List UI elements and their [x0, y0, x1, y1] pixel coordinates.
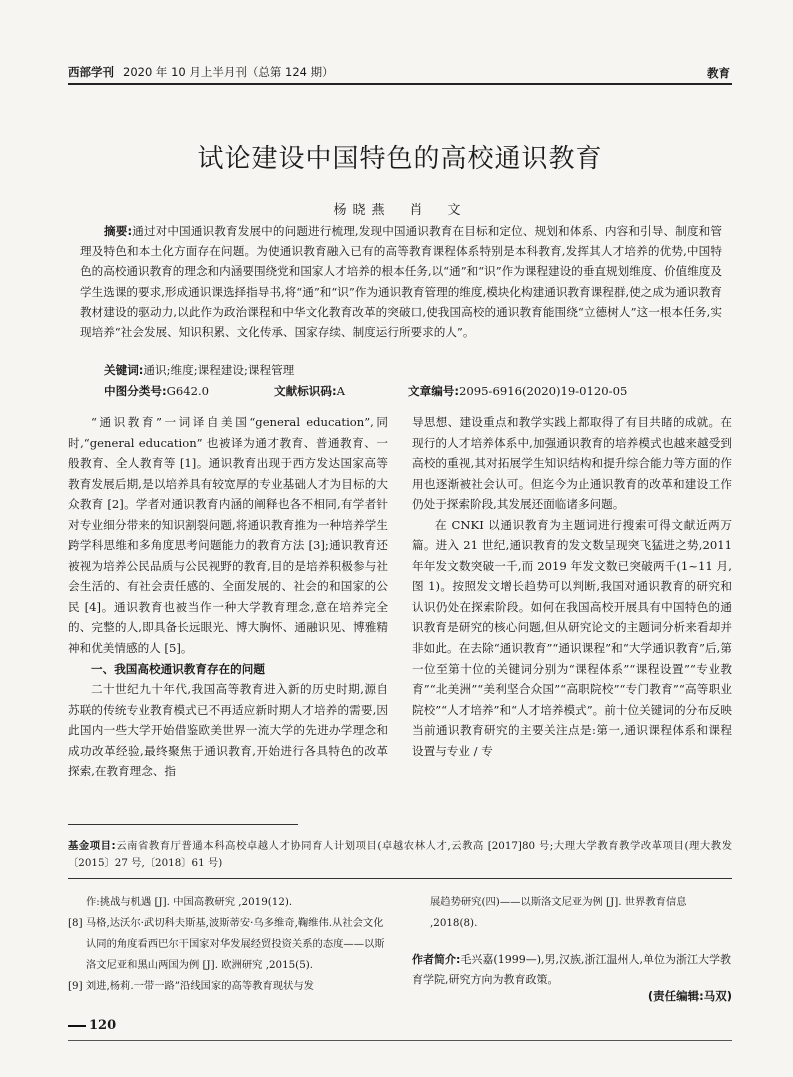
reference-item [68, 913, 390, 976]
funding-label: 基金项目: [68, 840, 116, 852]
doc-code [274, 383, 345, 399]
abstract-label: 摘要: [104, 224, 133, 238]
section-label: 教育 [707, 66, 730, 80]
reference-text: 马格,达沃尔·武切科夫斯基,波斯蒂安·乌多维奇,鞠维伟.从社会文化认同的角度看西巴尔干国家对华发展经贸投资关系的态度——以斯洛文尼亚和黑山两国为例 [J]. 欧洲研究 ,2015(5). [85, 917, 385, 971]
reference-text: 展趋势研究(四)——以斯洛文尼亚为例 [J]. 世界教育信息 ,2018(8). [430, 896, 687, 929]
author-bio [412, 950, 732, 990]
running-header [68, 60, 732, 80]
reference-item [412, 892, 732, 934]
doc-label: 文献标识码: [274, 384, 337, 398]
body-column-left [68, 412, 388, 782]
references-right [412, 892, 732, 934]
article-authors: 杨晓燕 肖 文 [333, 203, 467, 218]
header-rule [68, 83, 732, 85]
article-number [408, 383, 627, 399]
keywords-label: 关键词: [104, 363, 144, 377]
doc-value: A [336, 384, 345, 398]
reference-text: 刘进,杨莉.一带一路”沿线国家的高等教育现状与发 [85, 980, 314, 992]
reference-number: [9] [68, 980, 83, 992]
abstract-text: 通过对中国通识教育发展中的问题进行梳理,发现中国通识教育在目标和定位、规划和体系、内容和引导、制度和管理及特色和本土化方面存在问题。为使通识教育融入已有的高等教育课程体系特别是本科教育,发挥其人才培养的优势,中国特色的高校通识教育的理念和内涵要围绕党和国家人才培养的根本任务,以“通”和“识”作为课程建设的垂直规划维度、价值维度及学生选课的要求,形成通识课选择指导书,将“通”和“识”作为通识教育管理的维度,模块化构建通识教育课程群,使之成为通识教育教材建设的驱动力,以此作为政治课程和中华文化教育改革的突破口,使我国高校的通识教育能围绕“立德树人”这一根本任务,实现培养“社会发展、知识积累、文化传承、国家存续、制度运行所要求的人”。 [80, 224, 722, 340]
paragraph: “通识教育”一词译自美国“general education”,同时,“general education” 也被译为通才教育、普通教育、一般教育、全人教育等 [1]。通识教育出现于西方发达国家高等教育发展后期,是以培养具有较宽厚的专业基础人才为目标的大众教育 [2]。学者对通识教育内涵的阐释也各不相同,有学者针对专业细分带来的知识割裂问题,将通识教育推为一种培养学生跨学科思维和多角度思考问题能力的教育方法 [3];通识教育还被视为培养公民品质与公民视野的教育,目的是培养积极参与社会生活的、有社会责任感的、全面发展的、社会的和国家的公民 [4]。通识教育也被当作一种大学教育理念,意在培养完全的、完整的人,即具备长远眼光、博大胸怀、通融识见、博雅精神和优美情感的人 [5]。 [68, 415, 388, 656]
journal-name: 西部学刊 [68, 65, 114, 79]
article-label: 文章编号: [408, 384, 460, 398]
clc-number [104, 383, 209, 399]
classification-line [104, 383, 704, 399]
paragraph: 二十世纪九十年代,我国高等教育进入新的历史时期,源自苏联的传统专业教育模式已不再适应新时期人才培养的需要,因此国内一些大学开始借鉴欧美世界一流大学的先进办学理念和成功改革经验,最终聚焦于通识教育,开始进行各具特色的改革探索,在教育理念、指 [68, 682, 388, 779]
page-number-dash [68, 1025, 86, 1027]
keywords [104, 362, 294, 378]
reference-item [68, 976, 390, 997]
bio-text: 毛兴嘉(1999—),男,汉族,浙江温州人,单位为浙江大学教育学院,研究方向为教育政策。 [412, 953, 731, 986]
section-heading: 一、我国高校通识教育存在的问题 [91, 661, 265, 676]
reference-text: 作:挑战与机遇 [J]. 中国高教研究 ,2019(12). [86, 896, 293, 908]
editor-note: (责任编辑:马双) [647, 989, 732, 1003]
reference-number: [8] [68, 917, 83, 929]
footer-rule [68, 1040, 732, 1041]
bio-label: 作者简介: [412, 953, 461, 966]
funding-text: 云南省教育厅普通本科高校卓越人才协同育人计划项目(卓越农林人才,云教高 [2017]80 号;大理大学教育教学改革项目(理大教发〔2015〕27 号,〔2018〕61 号) [68, 840, 732, 869]
keywords-text: 通识;维度;课程建设;课程管理 [143, 363, 295, 377]
clc-value: G642.0 [166, 384, 210, 398]
paragraph: 在 CNKI 以通识教育为主题词进行搜索可得文献近两万篇。进入 21 世纪,通识教育的发文数呈现突飞猛进之势,2011 年年发文数突破一千,而 2019 年发文数已突破两千(1~11 月,图 1)。按照发文增长趋势可以判断,我国对通识教育的研究和认识仍处在探索阶段。如何在我国高校开展具有中国特色的通识教育是研究的核心问题,但从研究论文的主题词分析来看却并非如此。在去除“通识教育”“通识课程”和“大学通识教育”后,第一位至第十位的关键词分别为“课程体系”“课程设置”“专业教育”“北美洲”“美利坚合众国”“高职院校”“专门教育”“高等职业院校”“人才培养”和“人才培养模式”。前十位关键词的分布反映当前通识教育研究的主要关注点是:第一,通识课程体系和课程设置与专业 / 专 [412, 517, 732, 758]
article-title: 试论建设中国特色的高校通识教育 [197, 144, 603, 174]
article-value: 2095-6916(2020)19-0120-05 [459, 384, 628, 398]
funding-note [68, 838, 732, 872]
paragraph: 导思想、建设重点和教学实践上都取得了有目共睹的成就。在现行的人才培养体系中,加强通识教育的培养模式也越来越受到高校的重视,其对拓展学生知识结构和提升综合能力等方面的作用也逐渐被社会认可。但迄今为止通识教育的改革和建设工作仍处于探索阶段,其发展还面临诸多问题。 [412, 415, 732, 512]
references-left [68, 892, 390, 997]
footnote-rule [68, 824, 298, 825]
clc-label: 中图分类号: [104, 384, 167, 398]
page-number-value: 120 [89, 1018, 117, 1033]
body-column-right [412, 412, 732, 761]
issue-info: 2020 年 10 月上半月刊（总第 124 期） [123, 65, 334, 79]
abstract [80, 221, 722, 342]
references-rule [68, 878, 732, 879]
page-number [68, 1018, 116, 1033]
reference-item [68, 892, 390, 913]
